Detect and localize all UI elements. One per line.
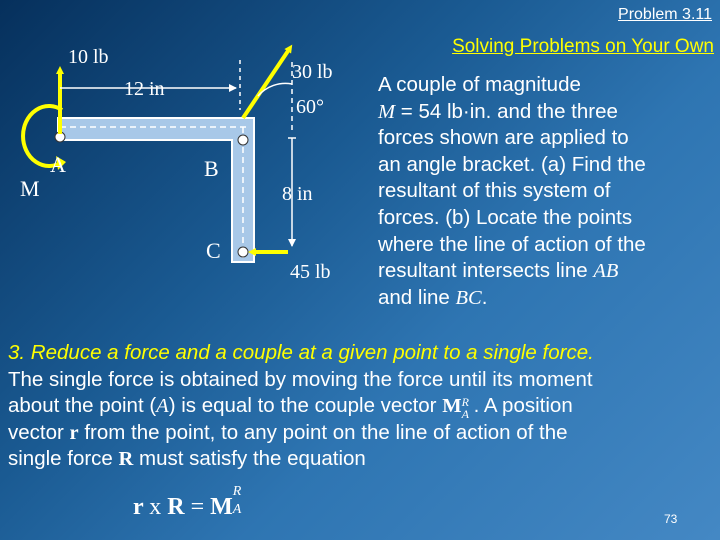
- label-12in: 12 in: [124, 78, 165, 100]
- angle-bracket-figure: [0, 0, 380, 330]
- step-title: Reduce a force and a couple at a given point to a single force.: [25, 341, 594, 364]
- problem-line: resultant intersects line AB: [378, 259, 619, 283]
- problem-line: and line BC.: [378, 285, 488, 309]
- label-couple-m: M: [20, 176, 40, 201]
- step-line: about the point (A) is equal to the couple vector M R A . A position: [8, 394, 573, 422]
- problem-line: forces shown are applied to: [378, 126, 629, 150]
- label-point-a: A: [50, 152, 66, 177]
- problem-line: forces. (b) Locate the points: [378, 205, 633, 229]
- problem-statement: [378, 72, 712, 311]
- label-point-c: C: [206, 238, 221, 263]
- problem-line: an angle bracket. (a) Find the: [378, 152, 646, 176]
- step-title-line: [8, 340, 714, 367]
- step-number: 3.: [8, 341, 26, 364]
- step-line: vector r from the point, to any point on the line of action of the: [8, 420, 568, 444]
- label-45lb: 45 lb: [290, 261, 331, 283]
- section-heading: Solving Problems on Your Own: [452, 36, 714, 57]
- problem-line: where the line of action of the: [378, 232, 646, 256]
- bracket-body: [58, 118, 254, 262]
- label-30lb: 30 lb: [292, 61, 333, 83]
- step-explanation: [8, 340, 714, 473]
- problem-line: M = 54 lb·in. and the three: [378, 99, 618, 123]
- slide-label: Problem 3.11: [618, 6, 712, 23]
- label-point-b: B: [204, 156, 219, 181]
- label-10lb: 10 lb: [68, 46, 109, 68]
- label-8in: 8 in: [282, 183, 313, 205]
- problem-line: resultant of this system of: [378, 179, 611, 203]
- page-number: 73: [664, 512, 678, 526]
- equation: r x R = M R A: [133, 484, 242, 520]
- label-60deg: 60°: [296, 96, 324, 118]
- problem-line: A couple of magnitude: [378, 73, 581, 96]
- point-b-marker: [238, 135, 248, 145]
- step-line: single force R must satisfy the equation: [8, 447, 366, 471]
- point-c-marker: [238, 247, 248, 257]
- step-line: The single force is obtained by moving the force until its moment: [8, 367, 593, 391]
